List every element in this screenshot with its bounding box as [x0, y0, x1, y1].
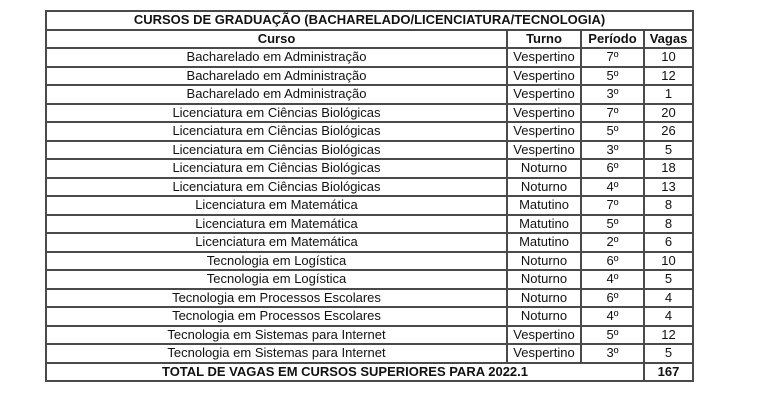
cell-periodo: 4º [581, 270, 644, 289]
table-row [46, 252, 693, 271]
table-row [46, 233, 693, 252]
cell-curso: Tecnologia em Processos Escolares [46, 289, 507, 308]
cell-vagas: 5 [644, 270, 693, 289]
cell-curso: Licenciatura em Ciências Biológicas [46, 159, 507, 178]
cell-turno: Noturno [507, 289, 581, 308]
cell-curso: Licenciatura em Ciências Biológicas [46, 122, 507, 141]
table-row [46, 326, 693, 345]
cell-curso: Tecnologia em Logística [46, 270, 507, 289]
cell-periodo: 7º [581, 48, 644, 67]
table-row [46, 85, 693, 104]
cell-turno: Vespertino [507, 85, 581, 104]
cell-curso: Tecnologia em Processos Escolares [46, 307, 507, 326]
cell-curso: Licenciatura em Ciências Biológicas [46, 141, 507, 160]
cell-vagas: 12 [644, 326, 693, 345]
table-title: CURSOS DE GRADUAÇÃO (BACHARELADO/LICENCIATURA/TECNOLOGIA) [46, 11, 693, 30]
cell-periodo: 5º [581, 67, 644, 86]
table-row [46, 270, 693, 289]
cell-periodo: 6º [581, 252, 644, 271]
table-row [46, 159, 693, 178]
cell-vagas: 20 [644, 104, 693, 123]
cell-vagas: 4 [644, 307, 693, 326]
cell-curso: Tecnologia em Sistemas para Internet [46, 344, 507, 363]
cell-turno: Noturno [507, 178, 581, 197]
cell-turno: Matutino [507, 215, 581, 234]
cell-vagas: 13 [644, 178, 693, 197]
cell-periodo: 5º [581, 326, 644, 345]
cell-periodo: 5º [581, 215, 644, 234]
cell-curso: Bacharelado em Administração [46, 67, 507, 86]
cell-curso: Tecnologia em Logística [46, 252, 507, 271]
cell-turno: Vespertino [507, 344, 581, 363]
table-row [46, 104, 693, 123]
cell-curso: Licenciatura em Matemática [46, 233, 507, 252]
cell-vagas: 5 [644, 344, 693, 363]
cell-curso: Bacharelado em Administração [46, 48, 507, 67]
cell-turno: Vespertino [507, 104, 581, 123]
header-vagas: Vagas [644, 30, 693, 49]
table-body [46, 48, 693, 363]
table-row [46, 67, 693, 86]
cell-curso: Licenciatura em Ciências Biológicas [46, 104, 507, 123]
cell-turno: Matutino [507, 196, 581, 215]
cell-curso: Licenciatura em Ciências Biológicas [46, 178, 507, 197]
cell-turno: Vespertino [507, 122, 581, 141]
cell-periodo: 7º [581, 196, 644, 215]
cell-vagas: 4 [644, 289, 693, 308]
cell-vagas: 10 [644, 252, 693, 271]
total-label: TOTAL DE VAGAS EM CURSOS SUPERIORES PARA 2022.1 [46, 363, 644, 382]
cell-periodo: 4º [581, 178, 644, 197]
cell-periodo: 3º [581, 344, 644, 363]
cell-vagas: 26 [644, 122, 693, 141]
total-value: 167 [644, 363, 693, 382]
table-row [46, 196, 693, 215]
header-periodo: Período [581, 30, 644, 49]
cell-turno: Noturno [507, 307, 581, 326]
header-curso: Curso [46, 30, 507, 49]
cell-turno: Noturno [507, 270, 581, 289]
cell-curso: Licenciatura em Matemática [46, 196, 507, 215]
cell-periodo: 3º [581, 141, 644, 160]
cell-periodo: 2º [581, 233, 644, 252]
cell-periodo: 6º [581, 289, 644, 308]
cell-periodo: 6º [581, 159, 644, 178]
cell-periodo: 3º [581, 85, 644, 104]
cell-vagas: 18 [644, 159, 693, 178]
cell-turno: Vespertino [507, 48, 581, 67]
cell-vagas: 6 [644, 233, 693, 252]
cell-turno: Matutino [507, 233, 581, 252]
table-title-row [46, 11, 693, 30]
cell-curso: Tecnologia em Sistemas para Internet [46, 326, 507, 345]
cell-turno: Vespertino [507, 67, 581, 86]
cell-vagas: 1 [644, 85, 693, 104]
cell-periodo: 4º [581, 307, 644, 326]
cell-vagas: 5 [644, 141, 693, 160]
cell-curso: Bacharelado em Administração [46, 85, 507, 104]
table-header-row [46, 30, 693, 49]
cell-vagas: 8 [644, 196, 693, 215]
cell-turno: Vespertino [507, 141, 581, 160]
table-row [46, 48, 693, 67]
cell-curso: Licenciatura em Matemática [46, 215, 507, 234]
table-row [46, 141, 693, 160]
total-row [46, 363, 693, 382]
table-row [46, 289, 693, 308]
table-row [46, 215, 693, 234]
table-row [46, 344, 693, 363]
cell-vagas: 12 [644, 67, 693, 86]
cell-turno: Noturno [507, 159, 581, 178]
cell-turno: Vespertino [507, 326, 581, 345]
cell-turno: Noturno [507, 252, 581, 271]
cell-vagas: 8 [644, 215, 693, 234]
table-row [46, 307, 693, 326]
header-turno: Turno [507, 30, 581, 49]
cell-vagas: 10 [644, 48, 693, 67]
table-row [46, 122, 693, 141]
cell-periodo: 7º [581, 104, 644, 123]
cell-periodo: 5º [581, 122, 644, 141]
table-row [46, 178, 693, 197]
vagas-table [45, 10, 694, 382]
